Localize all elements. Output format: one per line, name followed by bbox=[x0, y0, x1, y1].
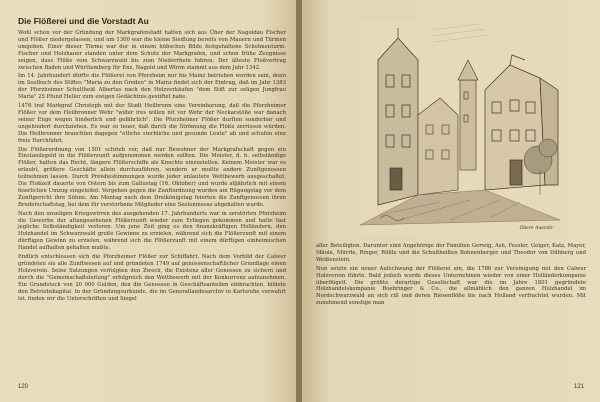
page-number-left: 120 bbox=[18, 384, 29, 390]
paragraph: Im 14. Jahrhundert dürfte die Flößerei von Pforzheim nur bis Mainz betrieben worden sein, denn im Seelbuch des Stiftes "Maria zu den Greden" in Mainz findet sich der Eintrag, daß im Jahr 1383 der Pforzheimer Schultheiß Albertus nach den Holzverkäufen "dem Stift zur seligen Jungfrau Maria" 25 Pfund Heller zum ewigen Gedächtnis gestiftet habe. bbox=[18, 73, 286, 101]
left-page bbox=[0, 0, 298, 402]
paragraph: Nach den unseligen Kriegswirren des ausgehenden 17. Jahrhunderts war in zerstörten Pforzheim die Gewerbe der altangesehenen Flößerzunft wieder zum Erliegen gekommen und hatte fast jegliche Selbständigkeit verloren. Um jene Zeit ging es den finanzkräftigen Holländern, den Holzhandel im Schwarzwald große Gewinne zu erzielen, während sich die Flößerzunft mit einem dürftigen Gewinn zu erzielen, während sich die Flößerzunft mit einem dürftigen einheimischen Handel aufhalten gehalten mußte. bbox=[18, 210, 286, 252]
street-sketch-drawing bbox=[360, 20, 560, 235]
paragraph: aller Beteiligten. Darunter sind Angehörige der Familien Gerwig, Ash, Fessler, Geiger, Katz, Mayer, Mäule, Mürrle, Ringer, Rößle und die Schultheißen Bohnenberger und Theodor von Dilbberg und Weißenstein. bbox=[316, 243, 586, 263]
paragraph: Wohl schon vor der Gründung der Markgrafenstadt hatten sich aus Über der Nagoldau Fischer und Flößer niedergelassen, und um 1300 war die kleine Siedlung bereits von Mauern und Türmen umgeben. Einer dieser Türme war der in einem hübschen Bilde festgehaltene Schelmenturm. Fischer und Holzhauer standen unter dem Schutz der Markgrafen, und schon frühe Zeugnisse zeigen, dass Flöße vom Schwarzwald bis zum Niederrhein fuhren. Der älteste Floßvertrag zwischen Baden und Württemberg für Enz, Nagold und Würm stammt aus dem Jahr 1342. bbox=[18, 30, 286, 71]
illustration-caption: Obere Auenstr. bbox=[519, 226, 554, 231]
paragraph: Endlich entschlossen sich die Pforzheimer Flößer zur Schiffahrt. Nach dem Vorbild der Calwer gründeten sie alle Zunftwesen auf und gründeten 1749 auf genossenschaftlicher Grundlage einen Holzverein. Seine Satzungen verfolgten den Zweck, die Existenz aller Genossen zu sichern und durch die "Gemeinschaftsleitung" erfolgreich den Wettbewerb mit der Konkurrenz aufzunehmen. Ein Grundstock von 20 000 Gulden, den die Genossen in Geschäftsanteilen einbrachten, bildete den Betriebskapital. In der Gründungsurkunde, die im Generallandesarchiv in Karlsruhe verwahrt ist, finden wir die Unterschriften und Siegel bbox=[18, 254, 286, 302]
right-page-content bbox=[316, 16, 586, 309]
right-page bbox=[302, 0, 600, 402]
paragraph: 1476 traf Markgraf Christoph mit der Stadt Heilbronn eine Vereinbarung, daß die Pforzheimer Flößer vor dem Heilbronner Wehr "wider ires willen nit vor Wehr der Neckarstöße war danach seiner Enge wegen hinderlich und gefährlich". Die Pforzheimer Flößer durften sonderbar und ungehindert durchziehen. Es war so teuer, daß durch die Strömung die Flöße zerrissen würden. Die Heilbronner brauchten dagegen "etliche sterbliche und gesunde Leute" ab und schufen eine freie Durchfahrt. bbox=[18, 103, 286, 144]
street-sketch-illustration bbox=[360, 20, 560, 235]
paragraph: Nun setzte ein neuer Aufschwung der Flößerei ein, die 1786 zur Vereinigung mit den Calwer Holzverein führte. Bald jedoch wurde dieses Unternehmen wieder von einer Holländerkompanie überflügelt. Die größte derartige Gesellschaft war die im Jahre 1801 gegründete Holzhandelskompanie Boehringer & Co., die allmählich den ganzen Holzhandel im Nordschwarzwald an sich riß und deren Riesenflöße bis nach Holland verfrachtet wurden. Mit zunehmend sonstige man bbox=[316, 265, 586, 307]
chapter-title: Die Flößerei und die Vorstadt Au bbox=[18, 16, 149, 26]
page-number-right: 121 bbox=[573, 384, 584, 390]
paragraph: Die Flößerordnung von 1501 schrieb vor, daß nur Bewohner der Markgrafschaft gegen ein Einstandsgeld in die Flößerzunft aufgenommen werden sollten. Die Meister, d. h. selbständige Flößer, hatten das Recht, längere Flößerschiffe als Knechte einzustellen. Keinem Meister war es erlaubt, größere Geschäfte allein durchzuführen, sondern er mußte andere Zunftgenossen teilnehmen lassen. Durch Preisbestimmungen wurde jeder unlautere Wettbewerb ausgeschaltet. Die Floßzeit dauerte von Ostern bis zum Gallustag (16. Oktober) und wurde alljährlich mit einem feierlichen Umzug eingeleitet. Vergehen gegen die Zunftordnung wurden am Rügungstag vor dem Zunftgericht ihre Sühne. Am Montag nach dem Dreikönigstag feierten die Zunftgenossen ihren Bruderschaftstag, bei dem für verstorbene Mitglieder eine Seelenmesse abgehalten wurde. bbox=[18, 146, 286, 208]
left-page-content bbox=[18, 16, 286, 304]
